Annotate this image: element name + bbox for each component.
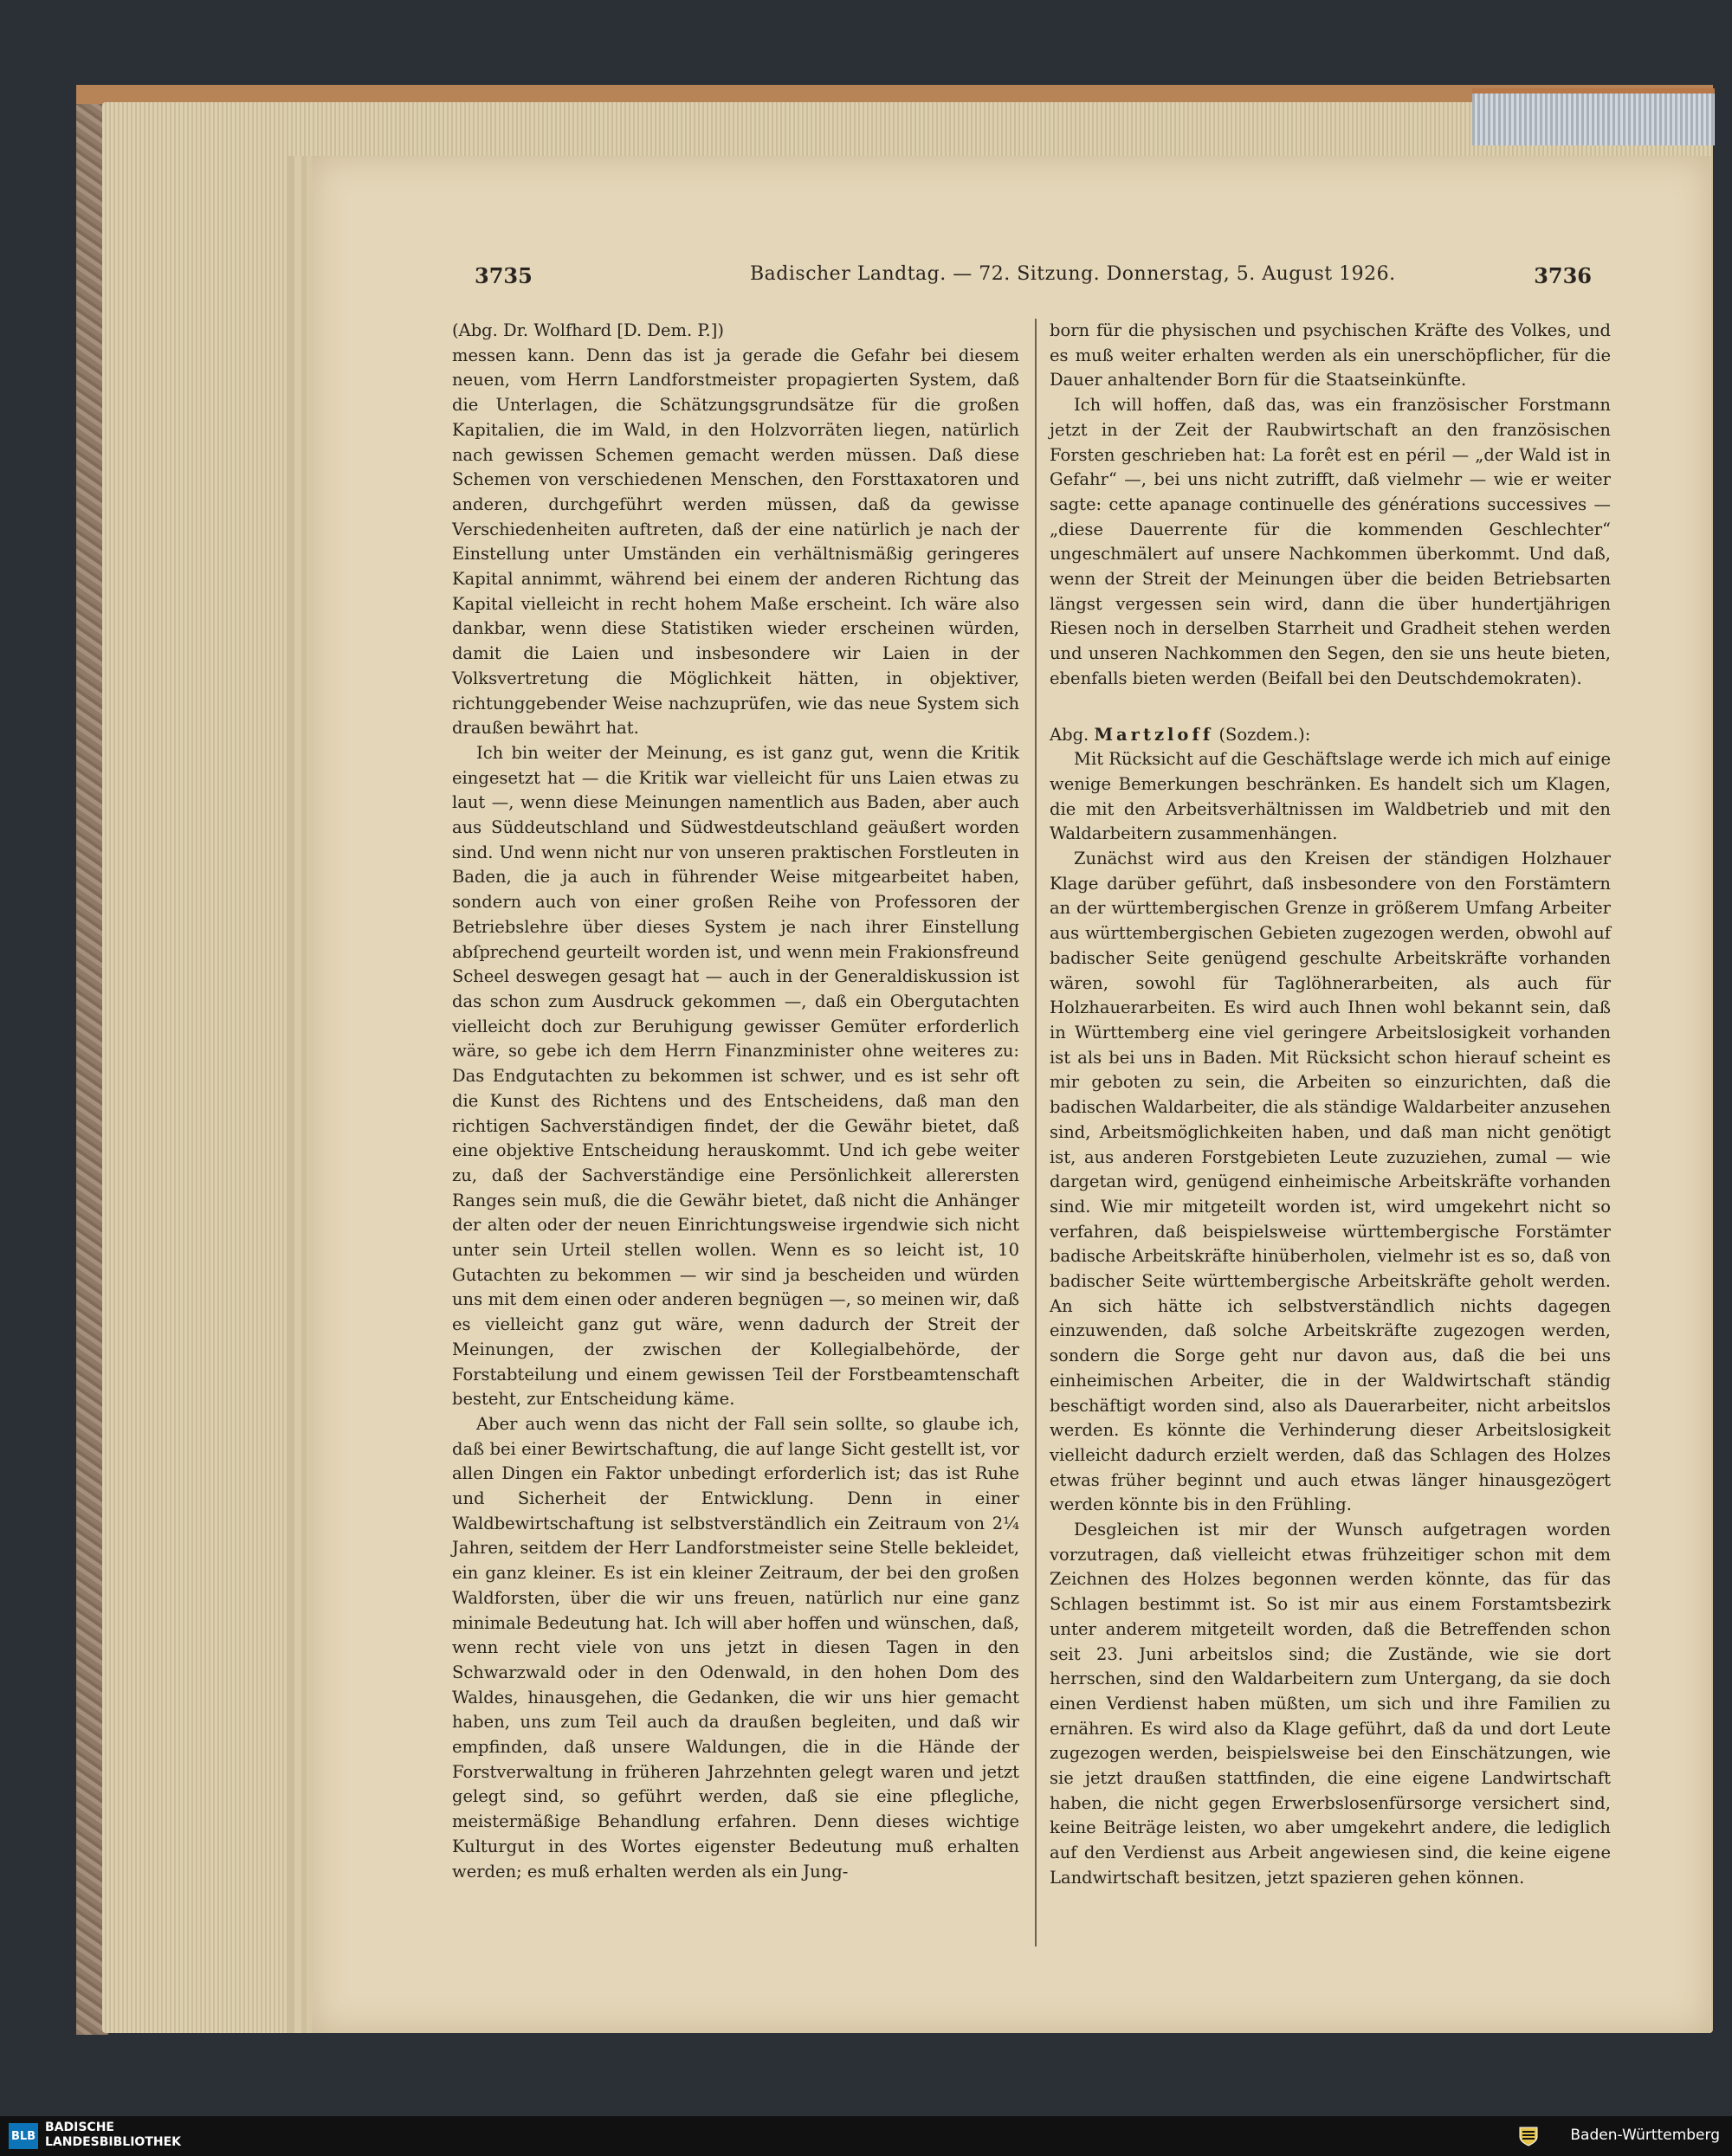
page-number-left: 3735 — [475, 263, 533, 288]
speaker-heading — [1050, 723, 1611, 748]
library-name-line2: LANDESBIBLIOTHEK — [45, 2135, 182, 2149]
paragraph: Zunächst wird aus den Kreisen der ständigen Holzhauer Klage darüber geführt, daß insbesondere von den Forstämtern an der württembergischen Grenze in größerem Umfang Arbeiter aus württembergischen Gebieten zugezogen werden, obwohl auf badischer Seite genügend geschulte Arbeitskräfte vorhanden wären, sowohl für Taglöhnerarbeiten, als auch für Holzhauerarbeiten. Es wird auch Ihnen wohl bekannt sein, daß in Württemberg eine viel geringere Arbeitslosigkeit vorhanden ist als bei uns in Baden. Mit Rücksicht schon hierauf scheint es mir geboten zu sein, die Arbeiten so einzurichten, daß die badischen Waldarbeiter, die als ständige Waldarbeiter anzusehen sind, Arbeitsmöglichkeiten haben, und daß man nicht genötigt ist, aus anderen Forstgebieten Leute zuzuziehen, zumal — wie dargetan wird, genügend einheimische Arbeitskräfte vorhanden sind. Wie mir mitgeteilt worden ist, wird umgekehrt nicht so verfahren, daß beispielsweise württembergische Forstämter badische Arbeitskräfte hinüberholen, vielmehr ist es so, daß von badischer Seite württembergische Arbeitskräfte geholt werden. An sich hätte ich selbstverständlich nichts dagegen einzuwenden, daß solche Arbeitskräfte zugezogen werden, sondern die Sorge geht nur davon aus, daß die bei uns einheimischen Arbeiter, die in der Waldwirtschaft ständig beschäftigt worden sind, also als Dauerarbeiter, nicht arbeitslos werden. Es könnte die Verhinderung dieser Arbeitslosigkeit vielleicht dadurch erzielt werden, daß das Schlagen des Holzes etwas früher beginnt und auch etwas länger hinausgezögert werden könnte bis in den Frühling. — [1050, 849, 1611, 1515]
library-name-line1: BADISCHE — [45, 2120, 114, 2134]
speaker-name: Martzloff — [1094, 724, 1214, 745]
spacer — [1050, 692, 1611, 723]
speaker-prefix: Abg. — [1050, 724, 1089, 745]
right-column — [1050, 319, 1611, 1891]
paragraph: Desgleichen ist mir der Wunsch aufgetragen worden vorzutragen, daß vielleicht etwas frühzeitiger schon mit dem Zeichnen des Holzes begonnen werden könnte, das für das Schlagen bestimmt ist. So ist mir aus einem Forstamtsbezirk unter anderem mitgeteilt worden, daß die Betreffenden schon seit 23. Juni arbeitslos sind; die Zustände, wie sie dort herrschen, sind den Waldarbeitern zum Untergang, da sie doch einen Verdienst haben müßten, um sich und ihre Familien zu ernähren. Es wird also da Klage geführt, daß da und dort Leute zugezogen werden, beispielsweise bei den Einschätzungen, wie sie jetzt draußen stattfinden, die eine eigene Landwirtschaft haben, die nicht gegen Erwerbslosenfürsorge versichert sind, keine Beiträge leisten, wo aber umgekehrt andere, die lediglich auf den Verdienst aus Arbeit angewiesen sind, die keine eigene Landwirtschaft besitzen, jetzt spazieren gehen können. — [1050, 1520, 1611, 1888]
blb-logo[interactable]: BLB — [9, 2123, 38, 2149]
paragraph: born für die physischen und psychischen Kräfte des Volkes, und es muß weiter erhalten werden als ein unerschöpflicher, für die Dauer anhaltender Born für die Staatseinkünfte. — [1050, 320, 1611, 391]
running-title: Badischer Landtag. — 72. Sitzung. Donnerstag, 5. August 1926. — [750, 263, 1396, 285]
footer-bar — [0, 2116, 1732, 2156]
state-coat-of-arms-icon — [1517, 2125, 1540, 2147]
left-column — [452, 319, 1019, 1884]
book-cover-edge — [76, 85, 1713, 104]
running-head — [475, 260, 1592, 294]
paragraph: messen kann. Denn das ist ja gerade die Gefahr bei diesem neuen, vom Herrn Landforstmeister propagierten System, daß die Unterlagen, die Schätzungsgrundsätze für die großen Kapitalien, die im Wald, in den Holzvorräten liegen, natürlich nach gewissen Schemen gemacht werden müssen. Daß diese Schemen von verschiedenen Menschen, den Forsttaxatoren und anderen, durchgeführt werden müssen, daß da gewisse Verschiedenheiten auftreten, daß der eine natürlich je nach der Einstellung unter Umständen ein verhältnismäßig geringeres Kapital annimmt, während bei einem der anderen Richtung das Kapital vielleicht in recht hohem Maße erscheint. Ich wäre also dankbar, wenn diese Statistiken wieder erscheinen würden, damit die Laien und insbesondere wir Laien in der Volksvertretung die Möglichkeit hätten, in objektiver, richtunggebender Weise nachzuprüfen, wie das neue System sich draußen bewährt hat. — [452, 345, 1019, 739]
paragraph: Ich bin weiter der Meinung, es ist ganz gut, wenn die Kritik eingesetzt hat — die Kritik war vielleicht für uns Laien etwas zu laut —, wenn diese Meinungen namentlich aus Baden, aber auch aus Süddeutschland und Südwestdeutschland geäußert worden sind. Und wenn nicht nur von unseren praktischen Forstleuten in Baden, die ja auch in führender Weise mitgearbeitet haben, sondern auch von einer großen Reihe von Professoren der Betriebslehre über dieses System je nach ihrer Einstellung abſprechend geurteilt worden ist, und wenn mein Frakionsfreund Scheel deswegen gesagt hat — auch in der Generaldiskussion ist das schon zum Ausdruck gekommen —, daß ein Obergutachten vielleicht doch zur Beruhigung gewisser Gemüter erforderlich wäre, so gebe ich dem Herrn Finanzminister ohne weiteres zu: Das Endgutachten zu bekommen ist schwer, und es ist sehr oft die Kunst des Richtens und des Entscheidens, daß man den richtigen Sachverständigen findet, der die Gewähr bietet, daß eine objektive Entscheidung herauskommt. Und ich gebe weiter zu, daß der Sachverständige eine Persönlichkeit allerersten Ranges sein muß, die die Gewähr bietet, daß nicht die Anhänger der alten oder der neuen Einrichtungsweise irgendwie sich nicht unter sein Urteil stellen wollen. Wenn es so leicht ist, 10 Gutachten zu bekommen — wir sind ja bescheiden und würden uns mit dem einen oder anderen begnügen —, so meinen wir, daß es vielleicht ganz gut wäre, wenn dadurch der Streit der Meinungen, der zwischen der Kollegialbehörde, der Forstabteilung und einem gewissen Teil der Forstbeamtenschaft besteht, zur Entscheidung käme. — [452, 742, 1019, 1410]
paragraph: Aber auch wenn das nicht der Fall sein sollte, so glaube ich, daß bei einer Bewirtschaftung, die auf lange Sicht gestellt ist, vor allen Dingen ein Faktor unbedingt erforderlich ist; das ist Ruhe und Sicherheit der Entwicklung. Denn in einer Waldbewirtschaftung ist selbstverständlich ein Zeitraum von 2¼ Jahren, seitdem der Herr Landforstmeister seine Stelle bekleidet, ein ganz kleiner. Es ist ein kleiner Zeitraum, der bei den großen Waldforsten, über die wir uns freuen, natürlich nur eine ganz minimale Bedeutung hat. Ich will aber hoffen und wünschen, daß, wenn recht viele von uns jetzt in diesen Tagen in den Schwarzwald oder in den Odenwald, in den hohen Dom des Waldes, hinausgehen, die Gedanken, die wir uns hier gemacht haben, uns zum Teil auch da draußen begleiten, und daß wir empfinden, daß unsere Waldungen, die in die Hände der Forstverwaltung in früheren Jahrzehnten gelegt waren und jetzt gelegt sind, so geführt werden, daß sie eine pflegliche, meistermäßige Behandlung erfahren. Denn dieses wichtige Kulturgut in des Wortes eigenster Bedeutung muß erhalten werden; es muß erhalten werden als ein Jung- — [452, 1413, 1019, 1882]
column-divider — [1035, 319, 1037, 1946]
page-number-right: 3736 — [1534, 263, 1592, 288]
speaker-reference: (Abg. Dr. Wolfhard [D. Dem. P.]) — [452, 320, 724, 340]
paragraph: Mit Rücksicht auf die Geschäftslage werde ich mich auf einige wenige Bemerkungen beschränken. Es handelt sich um Klagen, die mit den Arbeitsverhältnissen im Waldbetrieb und mit den Waldarbeitern zusammenhängen. — [1050, 749, 1611, 844]
speaker-party: (Sozdem.): — [1218, 724, 1311, 745]
bookmark-ribbon — [1472, 88, 1715, 145]
library-name[interactable] — [45, 2120, 181, 2150]
paragraph: Ich will hoffen, daß das, was ein französischer Forstmann jetzt in der Zeit der Raubwirtschaft an den französischen Forsten geschrieben hat: La forêt est en péril — „der Wald ist in Gefahr“ —, bei uns nicht zutrifft, daß vielmehr — wie er weiter sagte: cette apanage continuelle des générations successives — „diese Dauerrente für die kommenden Geschlechter“ ungeschmälert auf unsere Nachkommen überkommt. Und daß, wenn der Streit der Meinungen über die beiden Betriebsarten längst vergessen sein wird, dann die über hundertjährigen Riesen noch in derselben Starrheit und Gradheit stehen werden und unseren Nachkommen den Segen, den sie uns heute bieten, ebenfalls bieten werden (Beifall bei den Deutschdemokraten). — [1050, 395, 1611, 688]
state-name[interactable]: Baden-Württemberg — [1570, 2127, 1720, 2144]
